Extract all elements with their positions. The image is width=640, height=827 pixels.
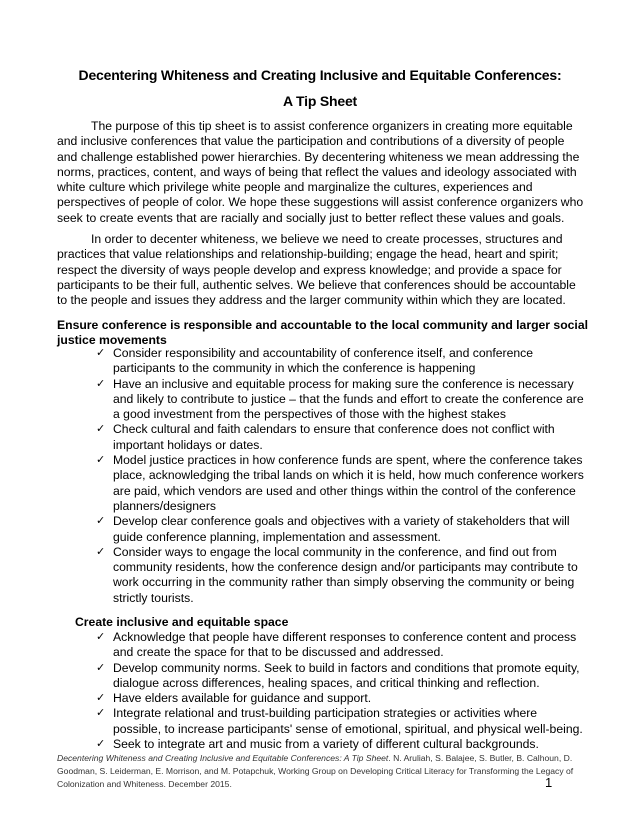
checkmark-icon: ✓ [96, 454, 106, 467]
list-item: ✓ Have elders available for guidance and support. [96, 691, 372, 706]
list-item: ✓ Integrate relational and trust-building participation strategies or activities where possible, to increase participants' sense of emotional, spiritual, and physical well-being. [96, 706, 583, 736]
list-item: ✓ Develop clear conference goals and objectives with a variety of stakeholders that will guide conference planning, implementation and assessment. [96, 514, 570, 544]
intro-paragraph: The purpose of this tip sheet is to assist conference organizers in creating more equitable and inclusive conferences that value the participation and contributions of a diversity of people and challenge established power hierarchies. By decentering whiteness we mean addressing the norms, practices, content, and ways of being that reflect the values and ideology associated with white culture which privilege white people and marginalize the cultures, experiences and perspectives of people of color. We hope these suggestions will assist conference organizers who seek to create events that are racially and socially just to better reflect these values and goals. [57, 119, 584, 225]
list-item: ✓ Seek to integrate art and music from a variety of different cultural backgrounds. [96, 737, 539, 752]
section-heading-accountability: Ensure conference is responsible and accountable to the local community and larger social justice movements [57, 318, 588, 348]
list-item: ✓ Develop community norms. Seek to build in factors and conditions that promote equity, dialogue across differences, healing spaces, and critical thinking and reflection. [96, 660, 580, 690]
checkmark-icon: ✓ [96, 707, 106, 720]
list-item: ✓ Acknowledge that people have different responses to conference content and process and create the space for that to be discussed and addressed. [96, 630, 577, 660]
accountability-list [96, 346, 586, 606]
page-number: 1 [545, 775, 553, 790]
checkmark-icon: ✓ [96, 423, 106, 436]
document-title: Decentering Whiteness and Creating Inclusive and Equitable Conferences: [78, 67, 562, 83]
document-subtitle: A Tip Sheet [282, 93, 358, 109]
checkmark-icon: ✓ [96, 661, 106, 674]
list-item: ✓ Consider ways to engage the local community in the conference, and find out from community residents, how the conference design and/or participants may contribute to work occurring in the community rather than simply observing the community or being strictly tourists. [96, 544, 578, 605]
footer-citation [57, 752, 587, 791]
section-heading-inclusive-space: Create inclusive and equitable space [75, 615, 289, 629]
inclusive-space-list [96, 630, 586, 752]
list-item: ✓ Model justice practices in how conference funds are spent, where the conference takes place, acknowledging the tribal lands on which it is held, how much conference workers are paid, which vendors are used and other things within the control of the conference planners/designers [96, 453, 584, 513]
checkmark-icon: ✓ [96, 738, 106, 751]
checkmark-icon: ✓ [96, 631, 106, 643]
citation-details: . N. Aruliah, S. Balajee, S. Butler, B. Calhoun, D. Goodman, S. Leiderman, E. Morrison, and M. Potapchuk, Working Group on Developing Critical Literacy for Transforming the Legacy of Colonization and Whiteness. December 2015. [57, 753, 574, 789]
citation-title: Decentering Whiteness and Creating Inclusive and Equitable Conferences: A Tip Sheet [57, 753, 389, 763]
checkmark-icon: ✓ [96, 692, 106, 705]
list-item: ✓ Have an inclusive and equitable process for making sure the conference is necessary and likely to contribute to justice – that the funds and effort to create the conference are a good investment from the perspectives of those with the highest stakes [96, 376, 584, 422]
checkmark-icon: ✓ [96, 347, 106, 359]
approach-paragraph: In order to decenter whiteness, we believe we need to create processes, structures and practices that value relationships and relationship-building; engage the head, heart and spirit; respect the diversity of ways people develop and express knowledge; and provide a space for participants to be their full, authentic selves. We believe that conferences should be accountable to the people and issues they address and the larger community within which they are located. [57, 232, 576, 308]
checkmark-icon: ✓ [96, 377, 106, 390]
list-item: ✓ Check cultural and faith calendars to ensure that conference does not conflict with important holidays or dates. [96, 422, 555, 452]
list-item: ✓ Consider responsibility and accountability of conference itself, and conference participants to the community in which the conference is happening [96, 346, 534, 376]
checkmark-icon: ✓ [96, 545, 106, 558]
checkmark-icon: ✓ [96, 515, 106, 528]
